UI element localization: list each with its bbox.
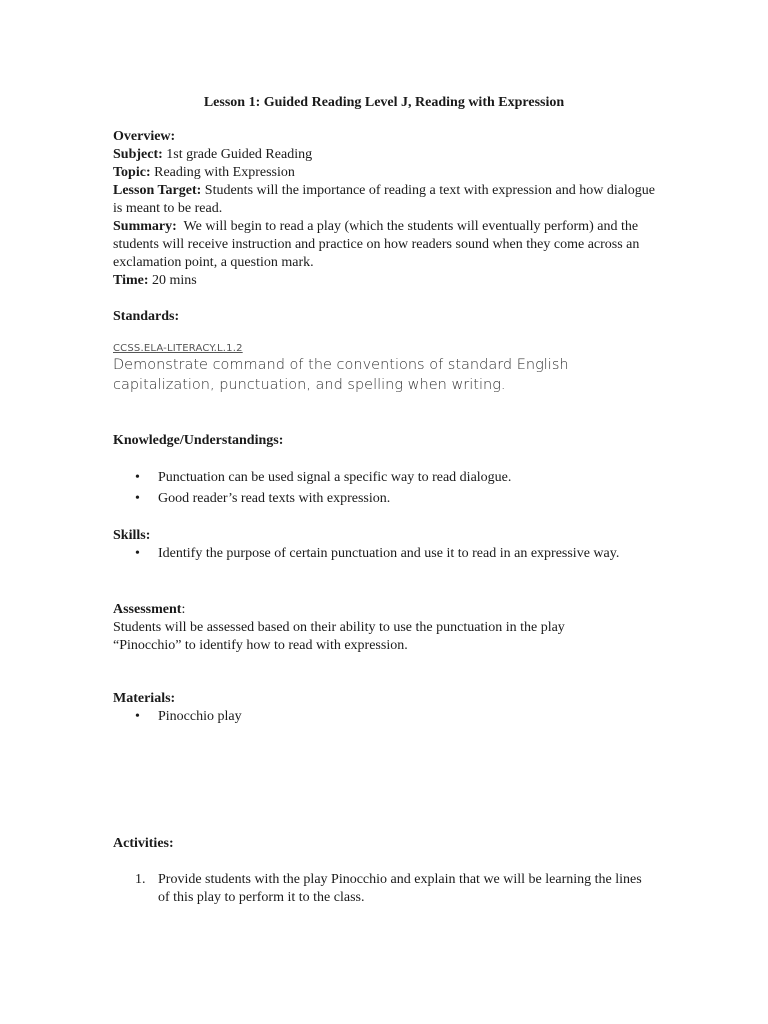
- list-item: [113, 469, 658, 487]
- topic-label: Topic:: [113, 165, 151, 180]
- list-item-text: Pinocchio play: [158, 709, 242, 724]
- list-item-text: Punctuation can be used signal a specific way to read dialogue.: [158, 470, 512, 485]
- standard-description: Demonstrate command of the conventions of standard English capitalization, punctuation, and spelling when writing.: [113, 357, 569, 393]
- standard-code-link[interactable]: CCSS.ELA-LITERACY.L.1.2: [113, 343, 243, 354]
- time-value: 20 mins: [148, 273, 197, 288]
- subject-value: 1st grade Guided Reading: [162, 147, 313, 162]
- activities-list-block: [113, 871, 653, 907]
- list-item-text: Provide students with the play Pinocchio and explain that we will be learning the lines of this play to perform it to the class.: [158, 872, 642, 905]
- knowledge-list-block: [113, 469, 658, 508]
- activities-heading: Activities:: [113, 836, 174, 851]
- target-line: [113, 182, 658, 218]
- list-item-text: Identify the purpose of certain punctuation and use it to read in an expressive way.: [158, 546, 620, 561]
- knowledge-list: [113, 469, 658, 508]
- skills-heading: Skills:: [113, 528, 151, 543]
- activities-list: [113, 871, 653, 907]
- target-label: Lesson Target:: [113, 183, 202, 198]
- topic-value: Reading with Expression: [150, 165, 295, 180]
- summary-line: [113, 218, 658, 272]
- summary-label: Summary:: [113, 219, 177, 234]
- standards-section: [113, 308, 658, 326]
- standards-desc-block: [113, 355, 643, 395]
- bullet-icon: •: [135, 709, 140, 724]
- assessment-section: [113, 601, 658, 655]
- list-item: [113, 871, 653, 907]
- materials-list: [113, 708, 658, 726]
- bullet-icon: •: [135, 491, 140, 506]
- list-item-text: Good reader’s read texts with expression.: [158, 491, 391, 506]
- bullet-icon: •: [135, 470, 140, 485]
- list-item: [113, 545, 658, 563]
- materials-section: [113, 690, 658, 726]
- knowledge-heading: Knowledge/Understandings:: [113, 433, 284, 448]
- activities-section: [113, 835, 658, 853]
- bullet-icon: •: [135, 546, 140, 561]
- lesson-title: Lesson 1: Guided Reading Level J, Reading with Expression: [203, 95, 565, 110]
- summary-value: We will begin to read a play (which the students will eventually perform) and the students will receive instruction and practice on how readers sound when they come across an exclamation point, a question mark.: [113, 219, 643, 270]
- standards-heading: Standards:: [113, 309, 180, 324]
- subject-label: Subject:: [113, 147, 163, 162]
- assessment-colon: :: [181, 602, 186, 617]
- overview-heading: Overview:: [113, 129, 176, 144]
- skills-section: [113, 527, 658, 563]
- list-item: [113, 490, 658, 508]
- time-line: [113, 272, 658, 290]
- list-item: [113, 708, 658, 726]
- assessment-heading: Assessment: [113, 602, 182, 617]
- subject-line: [113, 146, 658, 164]
- assessment-text: Students will be assessed based on their ability to use the punctuation in the play “Pinocchio” to identify how to read with expression.: [113, 620, 565, 653]
- target-value: Students will the importance of reading a text with expression and how dialogue is meant to be read.: [113, 183, 656, 216]
- assessment-heading-line: [113, 601, 658, 619]
- topic-line: [113, 164, 658, 182]
- time-label: Time:: [113, 273, 149, 288]
- materials-heading: Materials:: [113, 691, 176, 706]
- overview-section: [113, 128, 658, 290]
- list-item-number: 1.: [135, 872, 146, 887]
- knowledge-section: [113, 432, 658, 450]
- skills-list: [113, 545, 658, 563]
